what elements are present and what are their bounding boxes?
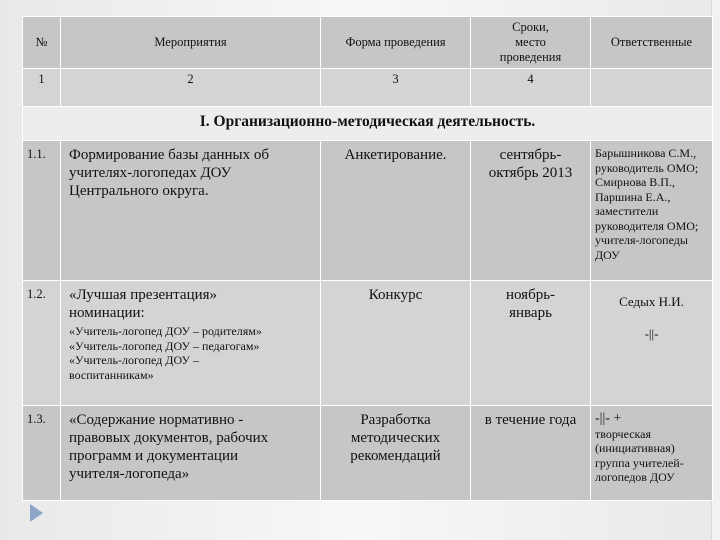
- column-index-row: [23, 69, 713, 107]
- table-row: [23, 281, 713, 406]
- header-event: Мероприятия: [61, 17, 321, 69]
- row-responsible: [591, 406, 713, 501]
- row-event: Формирование базы данных об учителях-логопедах ДОУ Центрального округа.: [61, 141, 321, 281]
- column-index-2: 2: [61, 69, 321, 107]
- plan-table: [22, 16, 713, 501]
- row-form: Разработка методических рекомендаций: [321, 406, 471, 501]
- section-row: [23, 107, 713, 141]
- column-index-3: 3: [321, 69, 471, 107]
- header-form: Форма проведения: [321, 17, 471, 69]
- table-row: [23, 141, 713, 281]
- section-title: I. Организационно-методическая деятельность.: [23, 107, 713, 141]
- row-number: 1.2.: [23, 281, 61, 406]
- row-responsible: Седых Н.И. -||-: [591, 281, 713, 406]
- column-index-1: 1: [23, 69, 61, 107]
- column-index-4: 4: [471, 69, 591, 107]
- header-terms: Сроки, место проведения: [471, 17, 591, 69]
- row-number: 1.3.: [23, 406, 61, 501]
- row-event-nominations: «Учитель-логопед ДОУ – родителям» «Учитель-логопед ДОУ – педагогам» «Учитель-логопед ДОУ – воспитанникам»: [69, 324, 262, 382]
- row-responsible-text: творческая (инициативная) группа учителей- логопедов ДОУ: [595, 426, 684, 484]
- row-terms: в течение года: [471, 406, 591, 501]
- row-responsible: Барышникова С.М., руководитель ОМО; Смирнова В.П., Паршина Е.А., заместители руководителя ОМО; учителя-логопеды ДОУ: [591, 141, 713, 281]
- row-number: 1.1.: [23, 141, 61, 281]
- row-form: Анкетирование.: [321, 141, 471, 281]
- row-event: «Содержание нормативно - правовых документов, рабочих программ и документации учителя-логопеда»: [61, 406, 321, 501]
- table-row: [23, 406, 713, 501]
- row-responsible-mark: -||- +: [595, 411, 622, 426]
- row-event-main: «Лучшая презентация» номинации:: [69, 287, 218, 321]
- row-event: [61, 281, 321, 406]
- row-form: Конкурс: [321, 281, 471, 406]
- column-index-5: [591, 69, 713, 107]
- table-header-row: [23, 17, 713, 69]
- header-number: №: [23, 17, 61, 69]
- row-terms: ноябрь- январь: [471, 281, 591, 406]
- play-icon[interactable]: [30, 504, 43, 522]
- row-terms: сентябрь- октябрь 2013: [471, 141, 591, 281]
- header-responsible: Ответственные: [591, 17, 713, 69]
